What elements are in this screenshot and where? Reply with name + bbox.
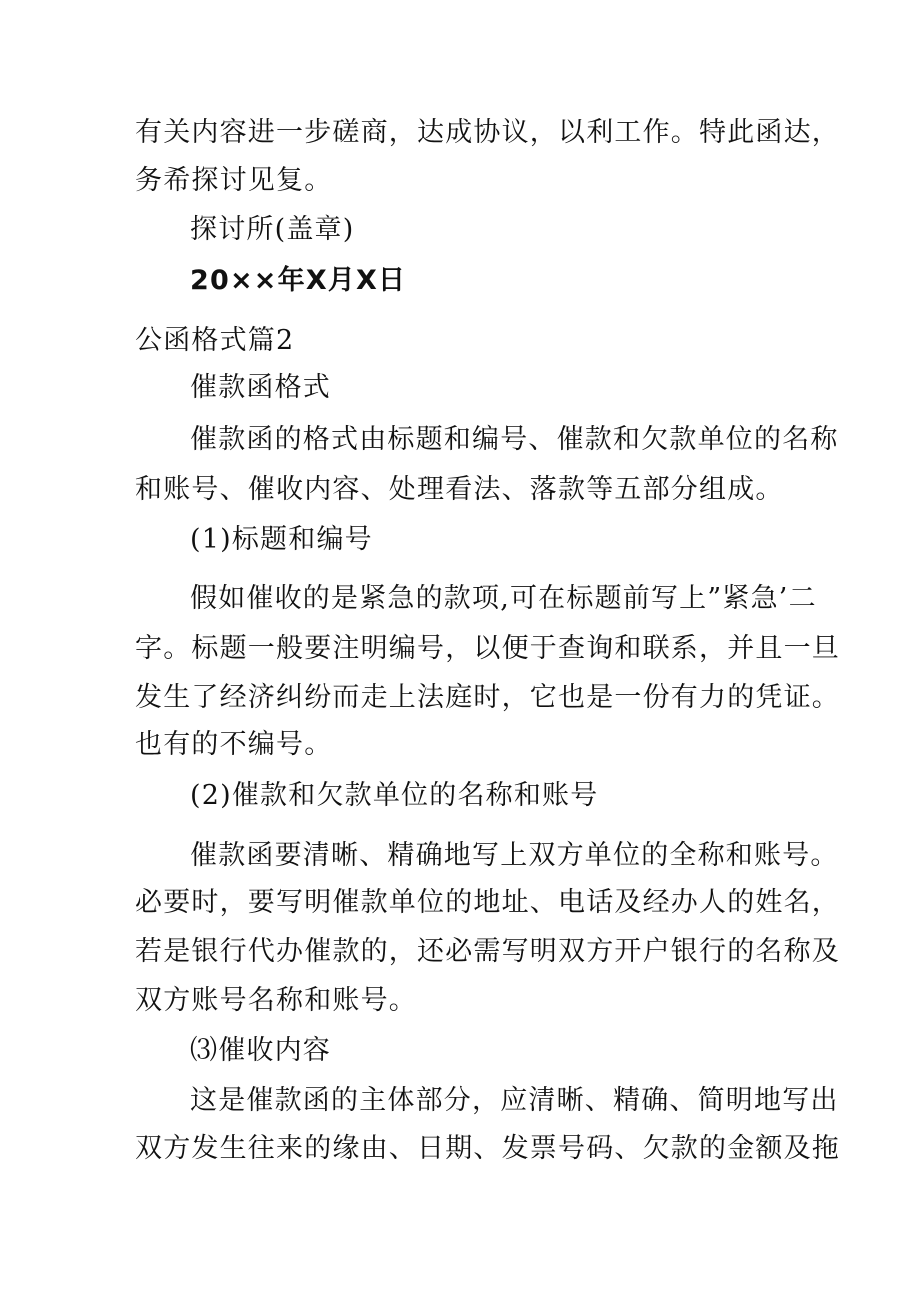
signature-org: 探讨所(盖章) (190, 214, 355, 245)
paragraph-line: 催款函要清晰、精确地写上双方单位的全称和账号。 (190, 840, 839, 871)
paragraph-line: 也有的不编号。 (135, 729, 333, 760)
item-heading: (2)催款和欠款单位的名称和账号 (190, 780, 599, 811)
paragraph-line: 发生了经济纠纷而走上法庭时，它也是一份有力的凭证。 (135, 682, 840, 713)
paragraph-line: 务希探讨见复。 (135, 165, 333, 196)
paragraph-line: 双方账号名称和账号。 (135, 985, 417, 1016)
paragraph-line: 催款函的格式由标题和编号、催款和欠款单位的名称 (190, 424, 839, 455)
paragraph-line: 这是催款函的主体部分，应清晰、精确、简明地写出 (190, 1085, 839, 1116)
item-heading: ⑶催收内容 (190, 1035, 331, 1066)
subsection-title: 催款函格式 (190, 372, 331, 403)
signature-date: 20××年X月X日 (190, 265, 407, 296)
paragraph-line: 和账号、催收内容、处理看法、落款等五部分组成。 (135, 474, 784, 505)
paragraph-line: 双方发生往来的缘由、日期、发票号码、欠款的金额及拖 (135, 1133, 840, 1164)
section-title: 公函格式篇2 (135, 325, 295, 356)
paragraph-line: 有关内容进一步磋商，达成协议，以利工作。特此函达， (135, 117, 840, 148)
paragraph-line: 若是银行代办催款的，还必需写明双方开户银行的名称及 (135, 936, 840, 967)
paragraph-line: 必要时，要写明催款单位的地址、电话及经办人的姓名， (135, 887, 840, 918)
paragraph-line: 字。标题一般要注明编号，以便于查询和联系，并且一旦 (135, 633, 840, 664)
paragraph-line: 假如催收的是紧急的款项,可在标题前写上”紧急’二 (190, 583, 817, 614)
item-heading: (1)标题和编号 (190, 524, 373, 555)
